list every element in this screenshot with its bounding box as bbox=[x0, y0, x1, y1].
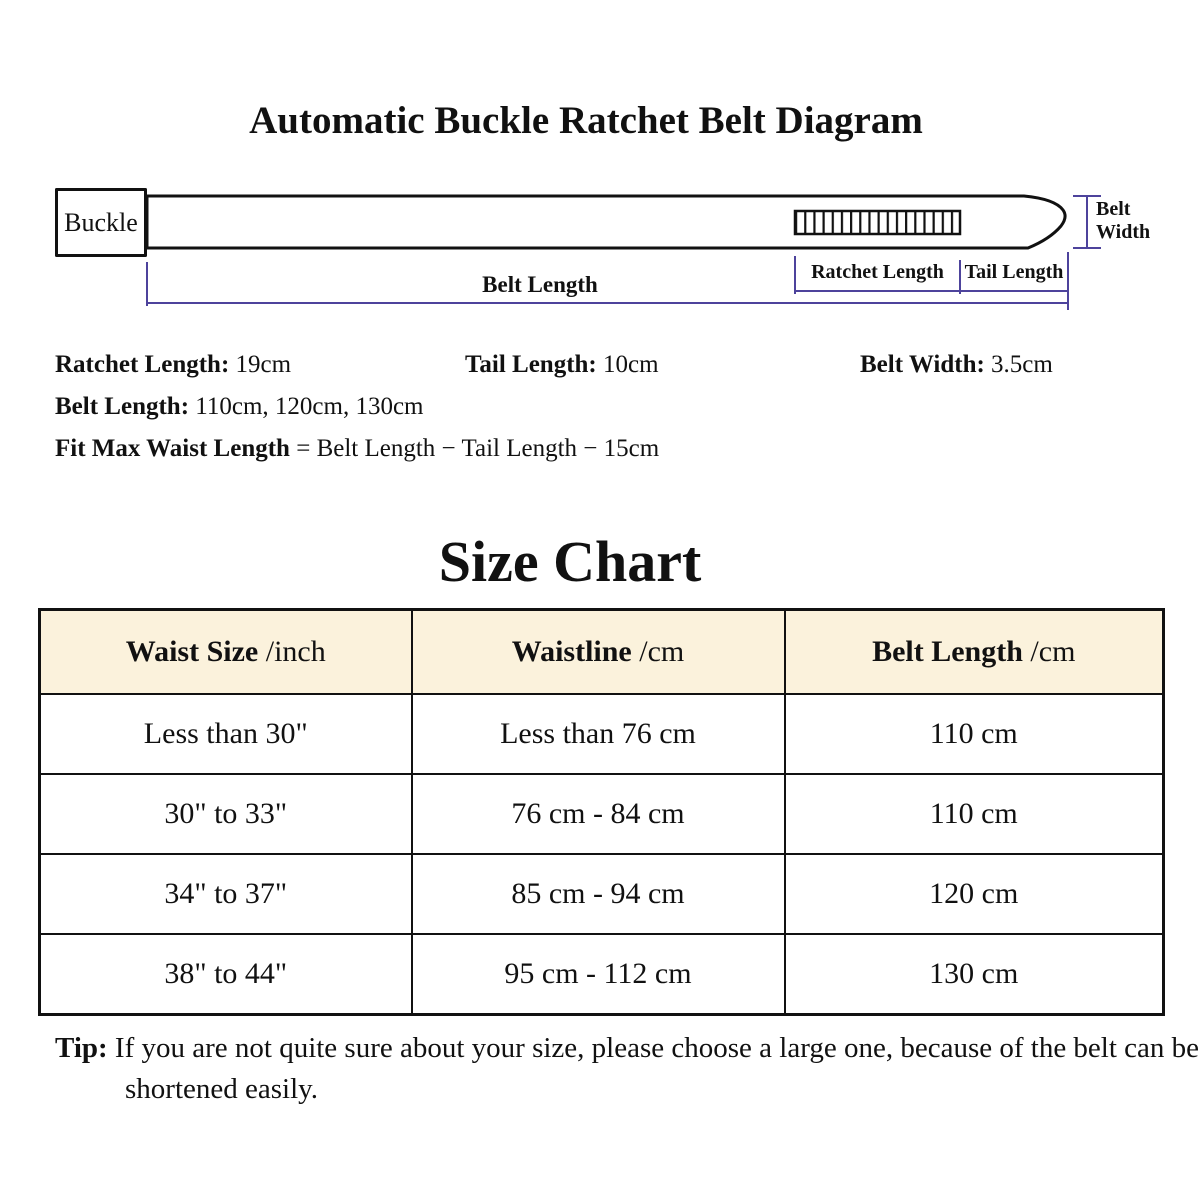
spec-belt-width-label: Belt Width: bbox=[860, 351, 985, 378]
belt-diagram bbox=[0, 180, 1200, 320]
column-header-belt-length bbox=[785, 610, 1164, 695]
spec-belt-length-label: Belt Length: bbox=[55, 393, 190, 420]
size-chart-table bbox=[38, 608, 1165, 1016]
table-header-row bbox=[40, 610, 1164, 695]
column-header-waistline bbox=[412, 610, 785, 695]
column-header-waist-size-name: Waist Size bbox=[125, 635, 259, 668]
spec-ratchet-length-label: Ratchet Length: bbox=[55, 351, 230, 378]
column-header-waist-size bbox=[40, 610, 412, 695]
cell-waist-size: 34" to 37" bbox=[40, 854, 412, 934]
ratchet-length-label: Ratchet Length bbox=[811, 261, 944, 283]
cell-waist-size: 30" to 33" bbox=[40, 774, 412, 854]
ratchet-teeth-strip bbox=[795, 211, 960, 234]
cell-waistline: 95 cm - 112 cm bbox=[412, 934, 785, 1015]
page-title: Automatic Buckle Ratchet Belt Diagram bbox=[249, 99, 923, 142]
column-header-belt-length-name: Belt Length bbox=[872, 635, 1023, 668]
cell-belt-length: 120 cm bbox=[785, 854, 1164, 934]
buckle-label: Buckle bbox=[64, 207, 138, 237]
column-header-belt-length-unit: /cm bbox=[1022, 635, 1076, 668]
cell-waistline: 85 cm - 94 cm bbox=[412, 854, 785, 934]
tail-length-label: Tail Length bbox=[964, 261, 1064, 283]
cell-belt-length: 130 cm bbox=[785, 934, 1164, 1015]
spec-belt-length-value: 110cm, 120cm, 130cm bbox=[189, 393, 424, 420]
belt-width-label bbox=[1096, 198, 1150, 244]
belt-width-label-line2: Width bbox=[1096, 221, 1151, 243]
size-chart-heading: Size Chart bbox=[438, 529, 702, 594]
table-row bbox=[40, 694, 1164, 774]
size-tip-text: If you are not quite sure about your size, please choose a large one, because of the belt can be shortened easily. bbox=[107, 1032, 1200, 1105]
belt-width-label-line1: Belt bbox=[1096, 198, 1131, 220]
spec-fit-formula bbox=[55, 435, 659, 463]
spec-tail-length-value: 10cm bbox=[596, 351, 659, 378]
spec-fit-formula-value: = Belt Length − Tail Length − 15cm bbox=[289, 435, 660, 462]
cell-belt-length: 110 cm bbox=[785, 694, 1164, 774]
spec-ratchet-length bbox=[55, 351, 291, 379]
spec-tail-length bbox=[465, 351, 659, 379]
table-row bbox=[40, 774, 1164, 854]
cell-waistline: 76 cm - 84 cm bbox=[412, 774, 785, 854]
column-header-waistline-unit: /cm bbox=[631, 635, 685, 668]
spec-ratchet-length-value: 19cm bbox=[229, 351, 292, 378]
spec-belt-width-value: 3.5cm bbox=[984, 351, 1053, 378]
column-header-waist-size-unit: /inch bbox=[258, 635, 326, 668]
size-tip bbox=[55, 1028, 1200, 1110]
table-row bbox=[40, 854, 1164, 934]
spec-belt-length bbox=[55, 393, 423, 421]
cell-belt-length: 110 cm bbox=[785, 774, 1164, 854]
cell-waistline: Less than 76 cm bbox=[412, 694, 785, 774]
column-header-waistline-name: Waistline bbox=[511, 635, 632, 668]
cell-waist-size: Less than 30" bbox=[40, 694, 412, 774]
spec-fit-formula-label: Fit Max Waist Length bbox=[55, 435, 290, 462]
cell-waist-size: 38" to 44" bbox=[40, 934, 412, 1015]
spec-tail-length-label: Tail Length: bbox=[465, 351, 597, 378]
belt-length-label: Belt Length bbox=[482, 272, 598, 297]
size-tip-label: Tip: bbox=[55, 1032, 108, 1064]
table-row bbox=[40, 934, 1164, 1015]
spec-belt-width bbox=[860, 351, 1053, 379]
